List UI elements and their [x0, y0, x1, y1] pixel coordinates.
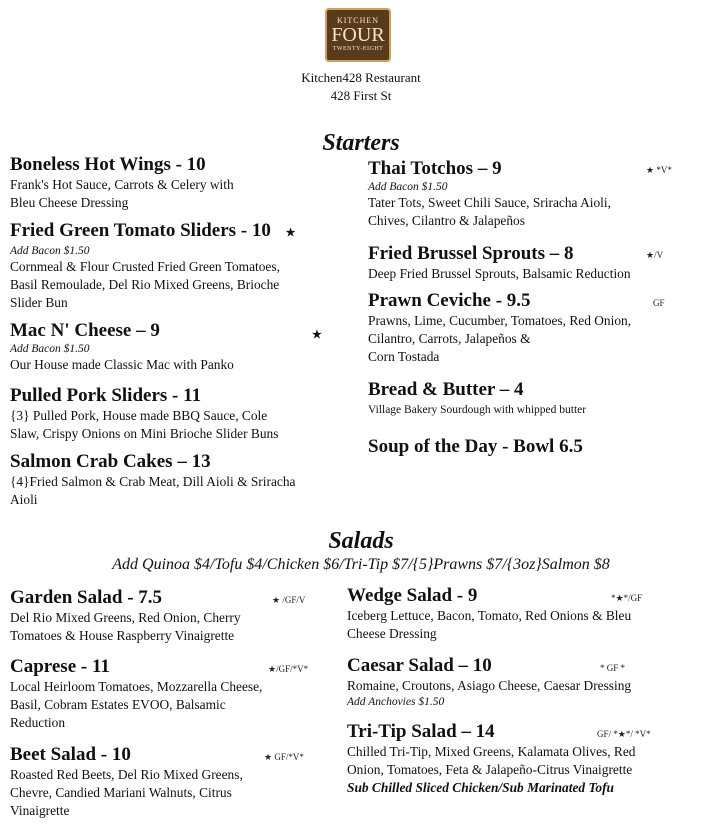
item-substitution: Sub Chilled Sliced Chicken/Sub Marinated Tofu [347, 780, 615, 795]
menu-item-soup-of-the-day [368, 436, 713, 458]
item-title: Bread & Butter – 4 [368, 379, 524, 400]
logo-line-1: KITCHEN [336, 16, 380, 25]
item-title: Soup of the Day - Bowl 6.5 [368, 436, 583, 457]
item-desc: Iceberg Lettuce, Bacon, Tomato, Red Onions & Bleu [347, 608, 632, 623]
item-title: Thai Totchos – 9 [368, 158, 502, 179]
item-addon: Add Anchovies $1.50 [347, 696, 445, 708]
item-desc: Cilantro, Carrots, Jalapeños & [368, 331, 531, 346]
menu-item-thai-totchos [368, 158, 713, 230]
dietary-tag: ★ *V* [646, 165, 672, 175]
item-addon: Add Bacon $1.50 [10, 343, 90, 355]
item-desc: Local Heirloom Tomatoes, Mozzarella Cheese, [10, 679, 263, 694]
item-desc: Del Rio Mixed Greens, Red Onion, Cherry [10, 610, 241, 625]
star-icon: ★ [312, 329, 322, 341]
item-desc: Cheese Dressing [347, 626, 437, 641]
item-title: Salmon Crab Cakes – 13 [10, 451, 211, 472]
dietary-tag: GF [653, 298, 665, 308]
item-desc: Aioli [10, 492, 38, 507]
item-desc: Slaw, Crispy Onions on Mini Brioche Slider Buns [10, 426, 279, 441]
menu-item-caprese [10, 656, 340, 732]
item-desc: Village Bakery Sourdough with whipped butter [368, 404, 587, 416]
menu-item-bread-and-butter [368, 379, 713, 419]
item-title: Caprese - 11 [10, 656, 110, 677]
item-addon: Add Bacon $1.50 [10, 245, 90, 257]
item-desc: Chevre, Candied Mariani Walnuts, Citrus [10, 785, 232, 800]
item-desc: Basil, Cobram Estates EVOO, Balsamic [10, 697, 226, 712]
item-desc: Our House made Classic Mac with Panko [10, 357, 234, 372]
menu-item-wedge-salad [347, 585, 712, 643]
menu-item-boneless-hot-wings [10, 154, 360, 212]
item-title: Mac N' Cheese – 9 ★ [10, 320, 360, 342]
starters-heading: Starters [322, 130, 400, 156]
item-title: Fried Green Tomato Sliders - 10 ★ [10, 220, 296, 241]
item-desc: Bleu Cheese Dressing [10, 195, 129, 210]
dietary-tag: ★/V [646, 250, 664, 260]
item-desc: Cornmeal & Flour Crusted Fried Green Tomatoes, [10, 259, 280, 274]
item-title: Boneless Hot Wings - 10 [10, 154, 206, 175]
item-desc: Tater Tots, Sweet Chili Sauce, Sriracha Aioli, [368, 195, 611, 210]
item-title: Wedge Salad - 9 [347, 585, 478, 606]
item-desc: Onion, Tomatoes, Feta & Jalapeño-Citrus Vinaigrette [347, 762, 633, 777]
menu-item-prawn-ceviche [368, 290, 713, 366]
dietary-tag: ★ GF/*V* [264, 752, 304, 762]
logo-line-2: FOUR [331, 24, 385, 46]
item-desc: Chives, Cilantro & Jalapeños [368, 213, 525, 228]
item-title: Beet Salad - 10 [10, 744, 131, 765]
menu-item-salmon-crab-cakes [10, 451, 360, 509]
menu-item-mac-n-cheese [10, 320, 360, 374]
item-desc: Roasted Red Beets, Del Rio Mixed Greens, [10, 767, 243, 782]
item-title: Fried Brussel Sprouts – 8 [368, 243, 574, 264]
item-desc: Slider Bun [10, 295, 68, 310]
restaurant-logo [325, 8, 391, 62]
star-icon: ★ [285, 227, 296, 239]
menu-item-caesar-salad [347, 655, 712, 709]
item-title: Caesar Salad – 10 [347, 655, 492, 676]
item-desc: Prawns, Lime, Cucumber, Tomatoes, Red Onion, [368, 313, 632, 328]
item-title: Pulled Pork Sliders - 11 [10, 385, 202, 406]
menu-item-pulled-pork-sliders [10, 385, 360, 443]
menu-item-tri-tip-salad [347, 721, 712, 797]
item-addon: Add Bacon $1.50 [368, 181, 448, 193]
dietary-tag: ★ /GF/V [272, 595, 306, 605]
salads-heading: Salads [328, 528, 394, 554]
item-desc: Romaine, Croutons, Asiago Cheese, Caesar Dressing [347, 678, 632, 693]
logo-line-3: TWENTY-EIGHT [332, 46, 384, 52]
menu-item-garden-salad [10, 587, 340, 645]
item-title: Prawn Ceviche - 9.5 [368, 290, 531, 311]
dietary-tag: GF/ *★*/ *V* [597, 729, 651, 739]
item-desc: Tomatoes & House Raspberry Vinaigrette [10, 628, 235, 643]
item-desc: Corn Tostada [368, 349, 440, 364]
restaurant-name: Kitchen428 Restaurant [301, 70, 421, 85]
item-desc: Vinaigrette [10, 803, 70, 818]
item-desc: {3} Pulled Pork, House made BBQ Sauce, Cole [10, 408, 268, 423]
salad-addons: Add Quinoa $4/Tofu $4/Chicken $6/Tri-Tip $7/{5}Prawns $7/{3oz}Salmon $8 [112, 556, 610, 573]
dietary-tag: * GF * [600, 663, 626, 673]
item-desc: Frank's Hot Sauce, Carrots & Celery with [10, 177, 234, 192]
item-title: Garden Salad - 7.5 [10, 587, 163, 608]
menu-item-beet-salad [10, 744, 340, 820]
item-desc: Basil Remoulade, Del Rio Mixed Greens, Brioche [10, 277, 280, 292]
item-title: Tri-Tip Salad – 14 [347, 721, 495, 742]
item-desc: {4}Fried Salmon & Crab Meat, Dill Aioli & Sriracha [10, 474, 296, 489]
item-desc: Chilled Tri-Tip, Mixed Greens, Kalamata Olives, Red [347, 744, 636, 759]
menu-item-fried-brussel-sprouts [368, 243, 713, 283]
item-desc: Deep Fried Brussel Sprouts, Balsamic Reduction [368, 266, 631, 281]
dietary-tag: ★/GF/*V* [268, 664, 309, 674]
item-desc: Reduction [10, 715, 66, 730]
dietary-tag: *★*/GF [611, 593, 643, 603]
menu-item-fried-green-tomato-sliders [10, 220, 360, 312]
restaurant-address: 428 First St [330, 88, 392, 103]
